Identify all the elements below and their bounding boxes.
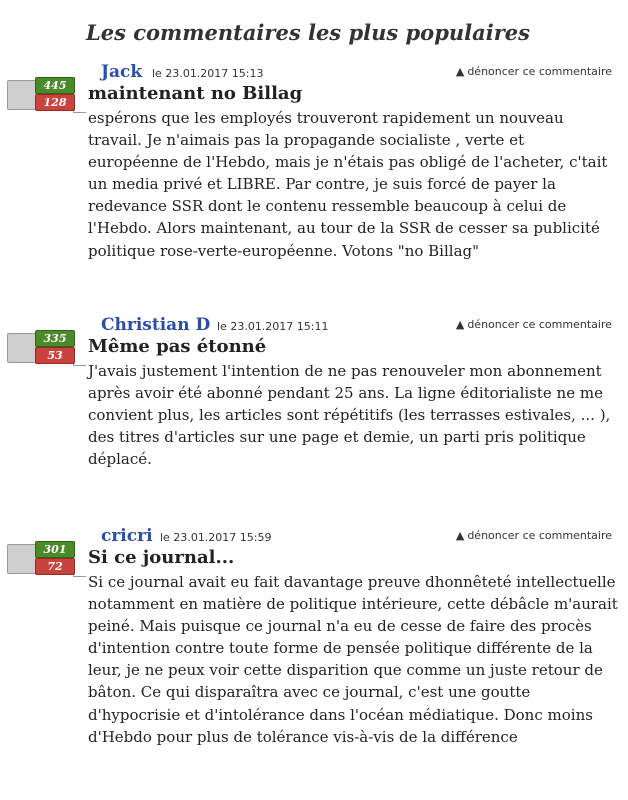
report-comment-link[interactable] <box>456 318 612 331</box>
comment-date: le 23.01.2017 15:59 <box>160 531 272 544</box>
vote-box <box>7 329 85 365</box>
vote-box <box>7 76 85 112</box>
vote-box <box>7 540 85 576</box>
comment-title: Même pas étonné <box>88 336 267 357</box>
comment-author[interactable]: Christian D <box>101 315 211 335</box>
warning-triangle-icon: ▲ <box>455 529 465 542</box>
comment-author[interactable]: cricri <box>101 526 153 546</box>
comment-body: espérons que les employés trouveront rapidement un nouveau travail. Je n'aimais pas la propagande socialiste , verte et européenne de l'Hebdo, mais je n'étais pas obligé de l'acheter, c'tait un media privé et LIBRE. Par contre, je suis forcé de payer la redevance SSR dont le contenu ressemble beaucoup à celui de l'Hebdo. Alors maintenant, au tour de la SSR de cesser sa publicité politique rose-verte-européenne. Votons "no Billag" <box>88 109 608 260</box>
comment-title: maintenant no Billag <box>88 83 303 104</box>
comment-body: Si ce journal avait eu fait davantage preuve dhonnêteté intellectuelle notamment en matière de politique intérieure, cette débâcle m'aurait peiné. Mais puisque ce journal n'a eu de cesse de faire des procès d'intention contre toute forme de pensée politique différente de la leur, je ne peux voir cette disparition que comme un juste retour de bâton. Ce qui disparaîtra avec ce journal, c'est une goutte d'hypocrisie et d'intolérance dans l'océan médiatique. Donc moins d'Hebdo pour plus de tolérance vis-à-vis de la différence <box>88 573 618 746</box>
comment-title: Si ce journal... <box>88 547 235 568</box>
downvote-button[interactable]: 128 <box>35 94 75 111</box>
report-comment-link[interactable] <box>456 65 612 78</box>
downvote-button[interactable]: 72 <box>35 558 75 575</box>
report-label: dénoncer ce commentaire <box>467 529 612 542</box>
report-label: dénoncer ce commentaire <box>467 318 612 331</box>
downvote-button[interactable]: 53 <box>35 347 75 364</box>
page-title: Les commentaires les plus populaires <box>86 20 530 45</box>
upvote-button[interactable]: 445 <box>35 77 75 94</box>
upvote-button[interactable]: 301 <box>35 541 75 558</box>
report-comment-link[interactable] <box>456 529 612 542</box>
report-label: dénoncer ce commentaire <box>467 65 612 78</box>
upvote-button[interactable]: 335 <box>35 330 75 347</box>
comment-date: le 23.01.2017 15:13 <box>152 67 264 80</box>
comment-body: J'avais justement l'intention de ne pas renouveler mon abonnement après avoir été abonné pendant 25 ans. La ligne éditorialiste ne me convient plus, les articles sont répétitifs (les terrasses estivales, ... ), des titres d'articles sur une page et demie, un parti pris politique déplacé. <box>88 362 611 469</box>
warning-triangle-icon: ▲ <box>455 318 465 331</box>
warning-triangle-icon: ▲ <box>455 65 465 78</box>
comment-date: le 23.01.2017 15:11 <box>217 320 329 333</box>
comment-author[interactable]: Jack <box>101 62 143 82</box>
